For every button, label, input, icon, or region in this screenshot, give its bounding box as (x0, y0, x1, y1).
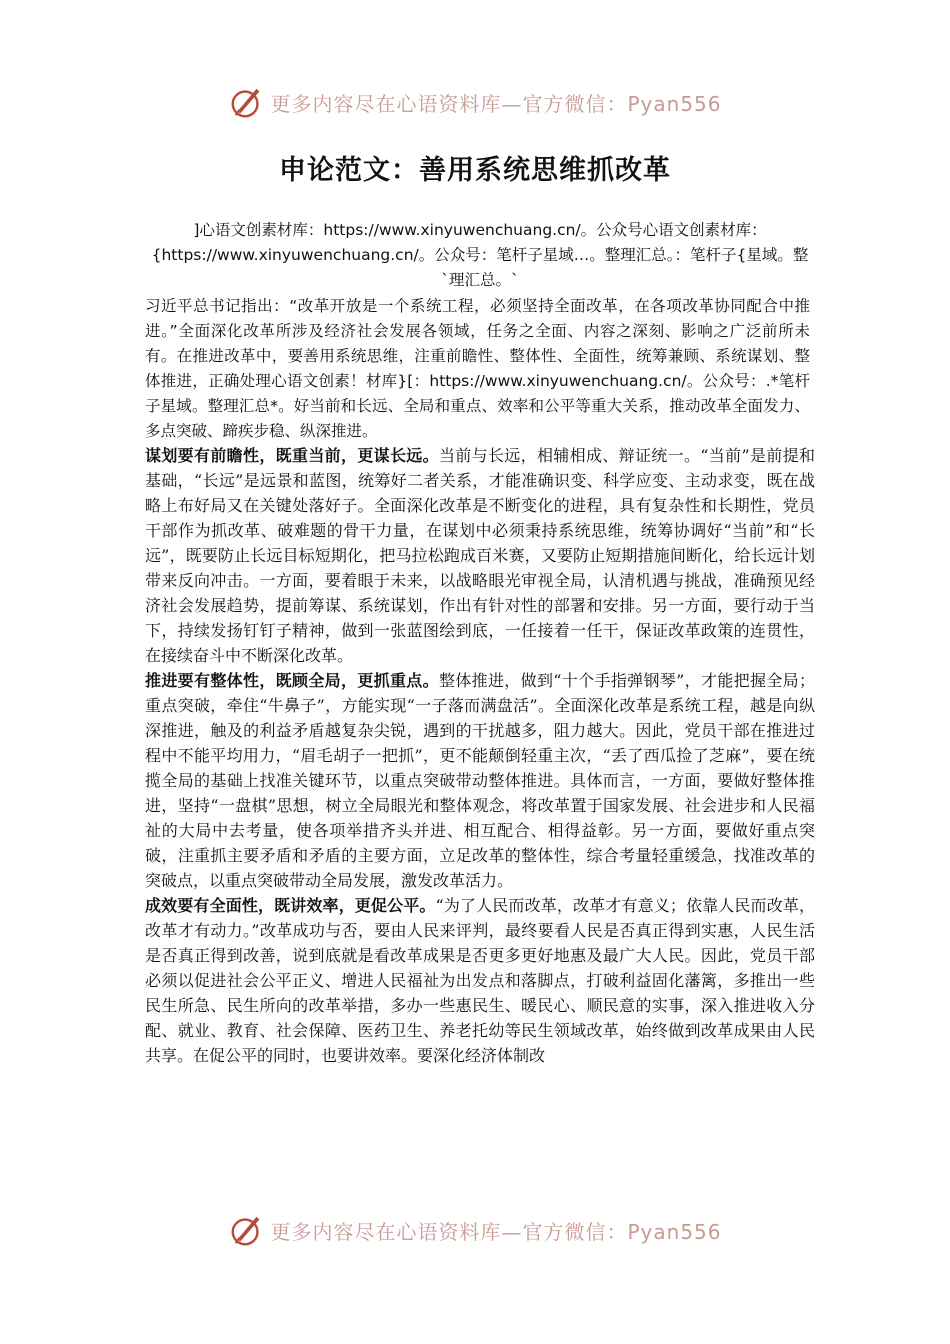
banner-prefix: 官方微信： (522, 1219, 628, 1244)
banner-main: 更多内容尽在心语资料库 (270, 91, 502, 116)
banner-separator: — (501, 1219, 523, 1244)
banner-main: 更多内容尽在心语资料库 (270, 1219, 502, 1244)
section-3-text: “为了人民而改革，改革才有意义；依靠人民而改革，改革才有动力。”改革成功与否，要由人民来评判，最终要看人民是否真正得到实惠，人民生活是否真正得到改善，说到底就是看改革成果是否更多更好地惠及最广大人民。因此，党员干部必须以促进社会公平正义、增进人民福祉为出发点和落脚点，打破利益固化藩篱，多推出一些民生所急、民生所向的改革举措，多办一些惠民生、暖民心、顺民意的实事，深入推进收入分配、就业、教育、社会保障、医药卫生、养老托幼等民生领域改革，始终做到改革成果由人民共享。在促公平的同时，也要讲效率。要深化经济体制改 (145, 896, 815, 1065)
section-1 (145, 443, 815, 668)
section-3 (145, 893, 815, 1068)
intro-paragraph (145, 294, 810, 444)
section-1-lead: 谋划要有前瞻性，既重当前，更谋长远。 (145, 446, 439, 465)
quill-logo-icon (228, 1211, 266, 1249)
source-line: ]心语文创素材库：https://www.xinyuwenchuang.cn/。公众号心语文创素材库：{https://www.xinyuwenchuang.cn/。公众号：笔杆子星域…。整理汇总。：笔杆子{星域。整`理汇总。` (151, 221, 809, 289)
banner-separator: — (501, 91, 523, 116)
section-2-text: 整体推进，做到“十个手指弹钢琴”，才能把握全局；重点突破，牵住“牛鼻子”，方能实现“一子落而满盘活”。全面深化改革是系统工程，越是向纵深推进，触及的利益矛盾越复杂尖锐，遇到的干扰越多，阻力越大。因此，党员干部在推进过程中不能平均用力，“眉毛胡子一把抓”，更不能颠倒轻重主次，“丢了西瓜捡了芝麻”，要在统揽全局的基础上找准关键环节，以重点突破带动整体推进。具体而言，一方面，要做好整体推进，坚持“一盘棋”思想，树立全局眼光和整体观念，将改革置于国家发展、社会进步和人民福祉的大局中去考量，使各项举措齐头并进、相互配合、相得益彰。另一方面，要做好重点突破，注重抓主要矛盾和矛盾的主要方面，立足改革的整体性，综合考量轻重缓急，找准改革的突破点，以重点突破带动全局发展，激发改革活力。 (145, 671, 815, 890)
section-1-text: 当前与长远，相辅相成、辩证统一。“当前”是前提和基础，“长远”是远景和蓝图，统筹好二者关系，才能准确识变、科学应变、主动求变，既在战略上布好局又在关键处落好子。全面深化改革是不断变化的进程，具有复杂性和长期性，党员干部作为抓改革、破难题的骨干力量，在谋划中必须秉持系统思维，统筹协调好“当前”和“长远”，既要防止长远目标短期化，把马拉松跑成百米赛，又要防止短期措施间断化，给长远计划带来反向冲击。一方面，要着眼于未来，以战略眼光审视全局，认清机遇与挑战，准确预见经济社会发展趋势，提前筹谋、系统谋划，作出有针对性的部署和安排。另一方面，要行动于当下，持续发扬钉钉子精神，做到一张蓝图绘到底，一任接着一任干，保证改革政策的连贯性，在接续奋斗中不断深化改革。 (145, 446, 815, 665)
article-body (145, 443, 815, 1068)
section-2-lead: 推进要有整体性，既顾全局，更抓重点。 (145, 671, 439, 690)
section-2 (145, 668, 815, 893)
intro-text: 习近平总书记指出：“改革开放是一个系统工程，必须坚持全面改革，在各项改革协同配合中推进。”全面深化改革所涉及经济社会发展各领域，任务之全面、内容之深刻、影响之广泛前所未有。在推进改革中，要善用系统思维，注重前瞻性、整体性、全面性，统筹兼顾、系统谋划、整体推进，正确处理心语文创素！材库}[：https://www.xinyuwenchuang.cn/。公众号：.*笔杆子星域。整理汇总*。好当前和长远、全局和重点、效率和公平等重大关系，推动改革全面发力、多点突破、蹄疾步稳、纵深推进。 (145, 297, 810, 440)
banner-handle: Pyan556 (627, 91, 722, 116)
page-title: 申论范文：善用系统思维抓改革 (279, 155, 671, 186)
banner-handle: Pyan556 (627, 1219, 722, 1244)
section-3-lead: 成效要有全面性，既讲效率，更促公平。 (145, 896, 436, 915)
banner-prefix: 官方微信： (522, 91, 628, 116)
quill-logo-icon (228, 83, 266, 121)
header-banner (0, 80, 950, 124)
banner-text (270, 88, 721, 117)
banner-text (270, 1216, 721, 1245)
footer-banner (0, 1208, 950, 1252)
